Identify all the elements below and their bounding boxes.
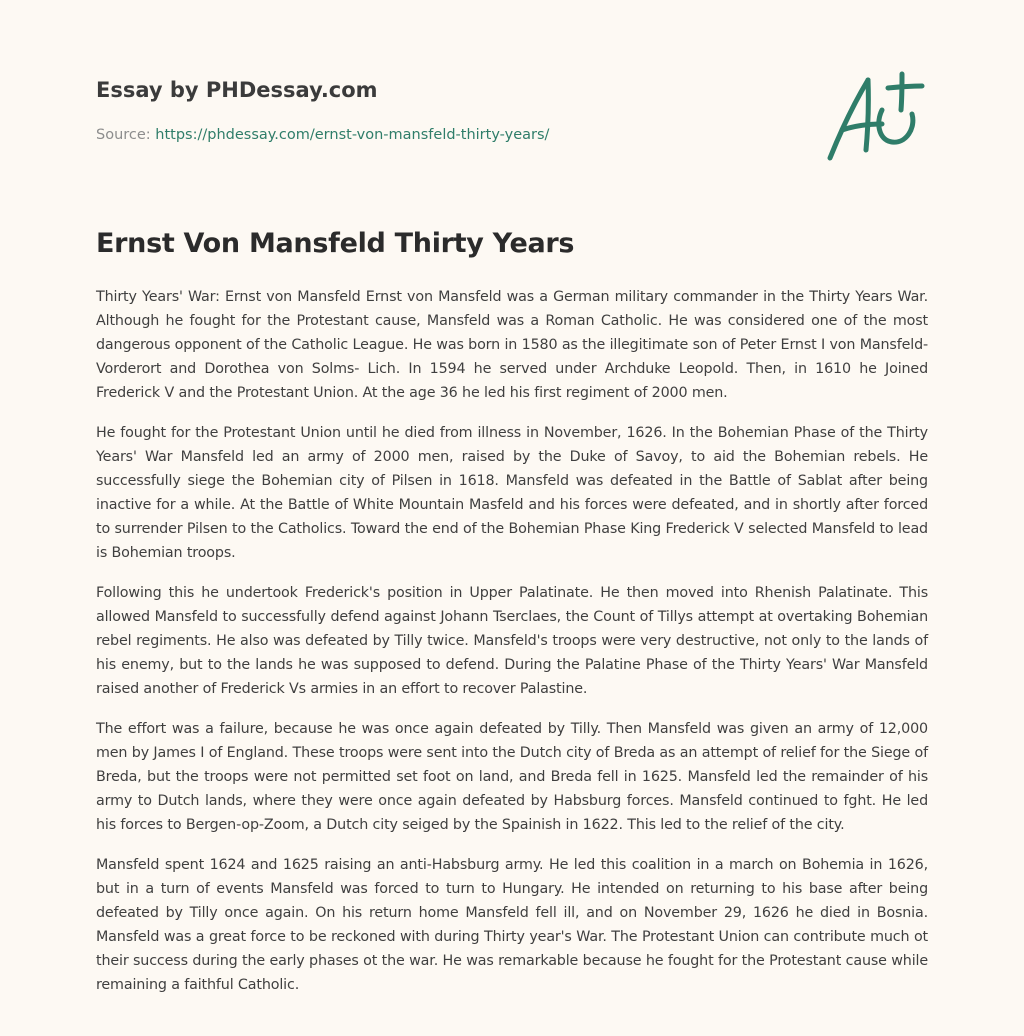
document-title: Ernst Von Mansfeld Thirty Years xyxy=(96,228,575,259)
essay-paragraph: Thirty Years' War: Ernst von Mansfeld Ernst von Mansfeld was a German military commander in the Thirty Years War. Although he fought for the Protestant cause, Mansfeld was a Roman Catholic. He was considered one of the most dangerous opponent of the Catholic League. He was born in 1580 as the illegitimate son of Peter Ernst I von Mansfeld-Vorderort and Dorothea von Solms- Lich. In 1594 he served under Archduke Leopold. Then, in 1610 he Joined Frederick V and the Protestant Union. At the age 36 he led his first regiment of 2000 men. xyxy=(96,289,928,401)
page-header xyxy=(96,76,926,145)
source-label: Source: xyxy=(96,127,156,143)
essay-paragraph: The effort was a failure, because he was once again defeated by Tilly. Then Mansfeld was given an army of 12,000 men by James I of England. These troops were sent into the Dutch city of Breda as an attempt of relief for the Siege of Breda, but the troops were not permitted set foot on land, and Breda fell in 1625. Mansfeld led the remainder of his army to Dutch lands, where they were once again defeated by Habsburg forces. Mansfeld continued to fght. He led his forces to Bergen-op-Zoom, a Dutch city seiged by the Spainish in 1622. This led to the relief of the city. xyxy=(96,721,928,833)
essay-paragraph: He fought for the Protestant Union until he died from illness in November, 1626. In the Bohemian Phase of the Thirty Years' War Mansfeld led an army of 2000 men, raised by the Duke of Savoy, to aid the Bohemian rebels. He successfully siege the Bohemian city of Pilsen in 1618. Mansfeld was defeated in the Battle of Sablat after being inactive for a while. At the Battle of White Mountain Masfeld and his forces were defeated, and in shortly after forced to surrender Pilsen to the Catholics. Toward the end of the Bohemian Phase King Frederick V selected Mansfeld to lead is Bohemian troops. xyxy=(96,425,928,561)
essay-paragraph: Following this he undertook Frederick's position in Upper Palatinate. He then moved into Rhenish Palatinate. This allowed Mansfeld to successfully defend against Johann Tserclaes, the Count of Tillys attempt at overtaking Bohemian rebel regiments. He also was defeated by Tilly twice. Mansfeld's troops were very destructive, not only to the lands of his enemy, but to the lands he was supposed to defend. During the Palatine Phase of the Thirty Years' War Mansfeld raised another of Frederick Vs armies in an effort to recover Palastine. xyxy=(96,585,928,697)
site-title: Essay by PHDessay.com xyxy=(96,78,378,102)
source-line xyxy=(96,125,926,145)
essay-paragraph: Mansfeld spent 1624 and 1625 raising an anti-Habsburg army. He led this coalition in a march on Bohemia in 1626, but in a turn of events Mansfeld was forced to turn to Hungary. He intended on returning to his base after being defeated by Tilly once again. On his return home Mansfeld fell ill, and on November 29, 1626 he died in Bosnia. Mansfeld was a great force to be reckoned with during Thirty year's War. The Protestant Union can contribute much ot their success during the early phases ot the war. He was remarkable because he fought for the Protestant cause while remaining a faithful Catholic. xyxy=(96,857,928,993)
source-link[interactable]: https://phdessay.com/ernst-von-mansfeld-thirty-years/ xyxy=(155,127,550,143)
essay-body xyxy=(96,285,928,1013)
a-plus-grade-logo-icon xyxy=(822,66,928,168)
